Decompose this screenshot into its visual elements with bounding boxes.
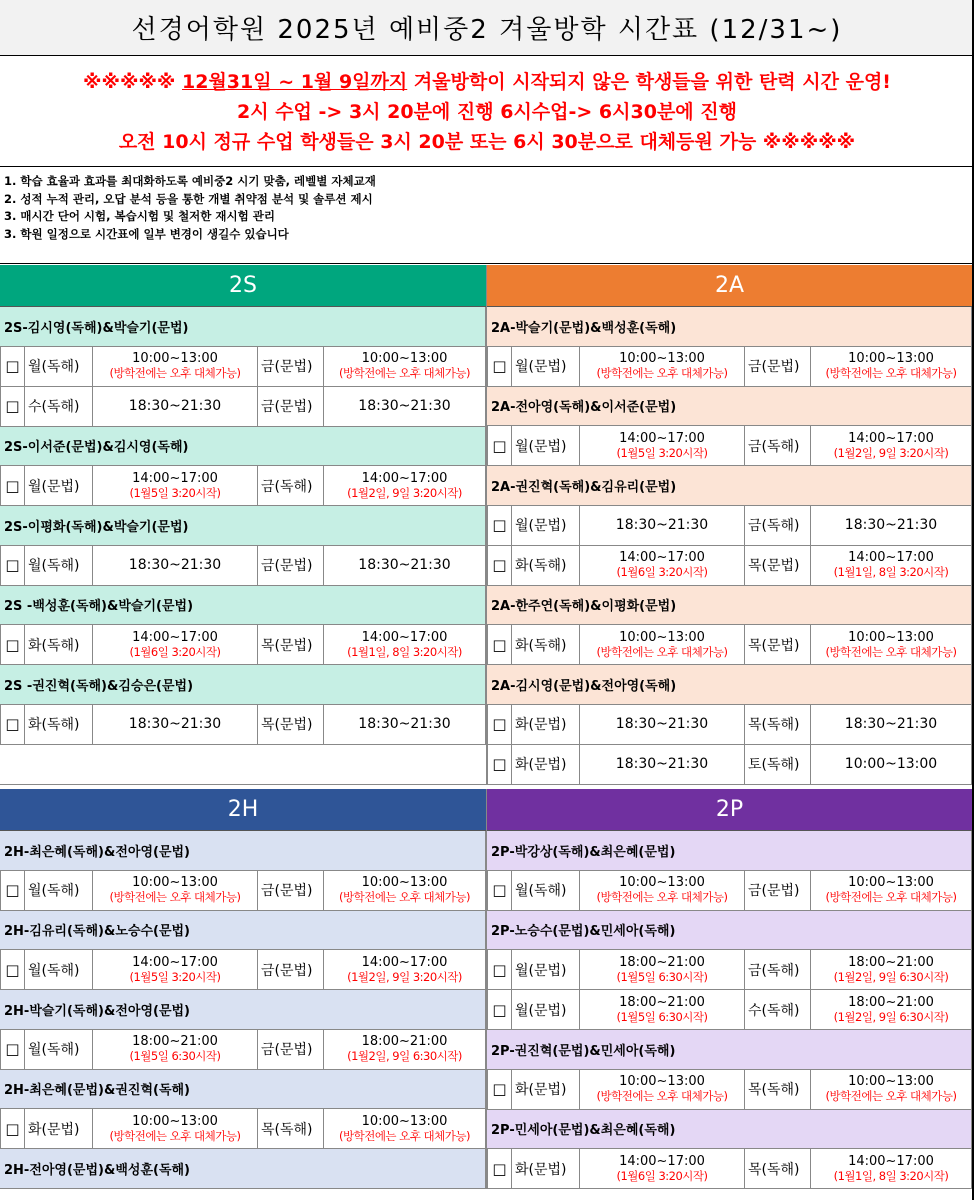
time-note: (방학전에는 오후 대체가능) bbox=[339, 1128, 470, 1143]
time-value: 10:00~13:00 bbox=[844, 755, 938, 772]
day-cell: 화(문법) bbox=[512, 1149, 580, 1188]
time-note: (방학전에는 오후 대체가능) bbox=[339, 890, 470, 904]
class-group-header: 2S-이서준(문법)&김시영(독해) bbox=[0, 427, 486, 467]
time-cell bbox=[580, 990, 745, 1029]
schedule-row bbox=[0, 625, 486, 665]
time-cell bbox=[93, 625, 258, 664]
time-cell bbox=[93, 1030, 258, 1069]
time-cell bbox=[580, 625, 745, 664]
time-note: (1월2일, 9일 3:20시작) bbox=[347, 485, 462, 500]
panel-2a bbox=[487, 265, 972, 785]
day-cell: 월(문법) bbox=[512, 950, 580, 989]
time-cell bbox=[811, 950, 971, 989]
time-value: 10:00~13:00 bbox=[361, 1113, 448, 1129]
time-note: (방학전에는 오후 대체가능) bbox=[596, 1089, 728, 1103]
time-note: (1월6일 3:20시작) bbox=[129, 644, 221, 659]
time-cell bbox=[93, 466, 258, 505]
checkbox-icon[interactable]: □ bbox=[1, 466, 25, 505]
checkbox-icon[interactable]: □ bbox=[1, 347, 25, 386]
time-cell bbox=[324, 1030, 485, 1069]
day-cell: 화(독해) bbox=[25, 705, 93, 744]
panel-header-2p: 2P bbox=[487, 789, 972, 831]
schedule-row bbox=[487, 625, 972, 665]
time-cell bbox=[811, 347, 971, 386]
time-value: 10:00~13:00 bbox=[132, 875, 218, 890]
schedule-row bbox=[487, 990, 972, 1030]
time-value: 14:00~17:00 bbox=[619, 1153, 705, 1169]
info-list bbox=[0, 168, 974, 264]
time-note: (1월1일, 8일 3:20시작) bbox=[833, 565, 949, 579]
day-cell: 화(문법) bbox=[512, 745, 580, 784]
info-item: 1. 학습 효율과 효과를 최대화하도록 예비중2 시기 맞춤, 레벨별 자체교재 bbox=[4, 174, 376, 188]
time-note: (1월5일 6:30시작) bbox=[616, 969, 708, 984]
checkbox-icon[interactable]: □ bbox=[488, 506, 512, 545]
checkbox-icon[interactable]: □ bbox=[488, 426, 512, 465]
time-cell bbox=[580, 871, 745, 910]
day-cell: 금(문법) bbox=[258, 546, 324, 585]
day-cell: 화(독해) bbox=[512, 546, 580, 585]
day-cell: 목(독해) bbox=[745, 705, 811, 744]
time-value: 14:00~17:00 bbox=[619, 550, 705, 565]
class-group-header: 2A-김시영(문법)&전아영(독해) bbox=[487, 665, 972, 705]
checkbox-icon[interactable]: □ bbox=[488, 347, 512, 386]
schedule-row bbox=[487, 506, 972, 546]
checkbox-icon[interactable]: □ bbox=[1, 1030, 25, 1069]
time-value: 18:30~21:30 bbox=[358, 556, 451, 573]
time-note: (방학전에는 오후 대체가능) bbox=[596, 890, 728, 904]
time-value: 18:30~21:30 bbox=[844, 715, 938, 732]
time-cell bbox=[811, 990, 971, 1029]
time-note: (방학전에는 오후 대체가능) bbox=[109, 366, 241, 380]
time-cell bbox=[811, 871, 971, 910]
schedule-row bbox=[487, 705, 972, 745]
schedule-row bbox=[0, 1030, 486, 1070]
time-value: 10:00~13:00 bbox=[848, 875, 934, 890]
time-cell bbox=[93, 871, 258, 910]
time-note: (1월2일, 9일 3:20시작) bbox=[347, 969, 462, 984]
checkbox-icon[interactable]: □ bbox=[488, 546, 512, 585]
schedule-row bbox=[0, 1109, 486, 1149]
checkbox-icon[interactable]: □ bbox=[488, 1070, 512, 1109]
time-cell bbox=[580, 1070, 745, 1109]
class-group-header: 2A-박슬기(문법)&백성훈(독해) bbox=[487, 307, 972, 347]
day-cell: 금(문법) bbox=[258, 871, 324, 910]
day-cell: 금(독해) bbox=[745, 950, 811, 989]
day-cell: 월(문법) bbox=[25, 466, 93, 505]
time-cell bbox=[580, 426, 745, 465]
time-cell bbox=[93, 950, 258, 989]
checkbox-icon[interactable]: □ bbox=[1, 705, 25, 744]
time-note: (방학전에는 오후 대체가능) bbox=[339, 366, 470, 380]
time-value: 14:00~17:00 bbox=[132, 629, 218, 645]
time-cell bbox=[811, 1149, 971, 1188]
checkbox-icon[interactable]: □ bbox=[1, 625, 25, 664]
time-cell bbox=[580, 506, 745, 545]
time-cell bbox=[93, 705, 258, 744]
notice-line-1-suffix: 겨울방학이 시작되지 않은 학생들을 위한 탄력 시간 운영! bbox=[407, 70, 891, 93]
time-value: 10:00~13:00 bbox=[619, 875, 705, 890]
time-value: 18:00~21:00 bbox=[848, 994, 934, 1010]
schedule-row bbox=[0, 546, 486, 586]
schedule-row bbox=[487, 871, 972, 911]
time-note: (방학전에는 오후 대체가능) bbox=[825, 1089, 957, 1103]
class-group-header: 2P-박강상(독해)&최은혜(문법) bbox=[487, 831, 972, 871]
time-value: 10:00~13:00 bbox=[132, 351, 218, 366]
checkbox-icon[interactable]: □ bbox=[1, 871, 25, 910]
time-cell bbox=[811, 506, 971, 545]
day-cell: 수(독해) bbox=[25, 387, 93, 426]
day-cell: 금(독해) bbox=[258, 466, 324, 505]
time-value: 18:30~21:30 bbox=[358, 715, 451, 732]
day-cell: 월(독해) bbox=[25, 950, 93, 989]
day-cell: 화(문법) bbox=[25, 1109, 93, 1148]
time-note: (1월5일 6:30시작) bbox=[616, 1009, 708, 1024]
time-note: (1월5일 6:30시작) bbox=[129, 1049, 221, 1063]
time-cell bbox=[580, 950, 745, 989]
time-note: (1월5일 3:20시작) bbox=[129, 485, 221, 500]
time-value: 14:00~17:00 bbox=[848, 1153, 934, 1169]
time-cell bbox=[811, 625, 971, 664]
checkbox-icon[interactable]: □ bbox=[488, 990, 512, 1029]
checkbox-icon[interactable]: □ bbox=[488, 745, 512, 784]
schedule-row bbox=[0, 466, 486, 506]
time-value: 18:30~21:30 bbox=[358, 397, 451, 414]
time-cell bbox=[580, 745, 745, 784]
class-group-header: 2H-최은혜(독해)&전아영(문법) bbox=[0, 831, 486, 871]
checkbox-icon[interactable]: □ bbox=[488, 950, 512, 989]
checkbox-icon[interactable]: □ bbox=[488, 871, 512, 910]
time-cell bbox=[324, 871, 485, 910]
class-group-header: 2S-김시영(독해)&박슬기(문법) bbox=[0, 307, 486, 347]
page-title: 선경어학원 2025년 예비중2 겨울방학 시간표 (12/31~) bbox=[0, 0, 974, 56]
time-value: 18:30~21:30 bbox=[128, 397, 222, 414]
schedule-row bbox=[487, 950, 972, 990]
notice-banner bbox=[0, 57, 974, 167]
day-cell: 월(독해) bbox=[512, 871, 580, 910]
time-cell bbox=[580, 546, 745, 585]
time-value: 18:00~21:00 bbox=[361, 1034, 448, 1049]
time-note: (1월6일 3:20시작) bbox=[616, 565, 708, 579]
class-group-header: 2P-노승수(문법)&민세아(독해) bbox=[487, 911, 972, 951]
time-value: 18:30~21:30 bbox=[615, 516, 709, 533]
empty-row bbox=[0, 745, 486, 785]
time-note: (1월5일 3:20시작) bbox=[616, 445, 708, 460]
time-value: 18:30~21:30 bbox=[128, 715, 222, 732]
notice-line-3: 오전 10시 정규 수업 학생들은 3시 20분 또는 6시 30분으로 대체등원 가능 ※※※※※ bbox=[118, 130, 856, 153]
time-cell bbox=[580, 705, 745, 744]
day-cell: 월(독해) bbox=[25, 1030, 93, 1069]
notice-line-1-dates: 12월31일 ~ 1월 9일까지 bbox=[182, 70, 408, 93]
day-cell: 금(독해) bbox=[745, 506, 811, 545]
time-value: 14:00~17:00 bbox=[132, 954, 218, 970]
time-cell bbox=[93, 546, 258, 585]
day-cell: 월(문법) bbox=[512, 990, 580, 1029]
day-cell: 월(문법) bbox=[512, 426, 580, 465]
time-note: (1월2일, 9일 6:30시작) bbox=[833, 1009, 949, 1024]
day-cell: 금(문법) bbox=[745, 347, 811, 386]
day-cell: 월(독해) bbox=[25, 546, 93, 585]
time-value: 10:00~13:00 bbox=[132, 1113, 218, 1129]
panel-2h bbox=[0, 789, 487, 1189]
day-cell: 월(독해) bbox=[25, 347, 93, 386]
class-group-header: 2H-김유리(독해)&노승수(문법) bbox=[0, 911, 486, 951]
class-group-header: 2S -권진혁(독해)&김승은(문법) bbox=[0, 665, 486, 705]
time-cell bbox=[324, 387, 485, 426]
time-cell bbox=[811, 705, 971, 744]
time-note: (1월2일, 9일 3:20시작) bbox=[833, 445, 949, 460]
panel-header-2s: 2S bbox=[0, 265, 486, 307]
schedule-row bbox=[0, 705, 486, 745]
time-note: (1월2일, 9일 6:30시작) bbox=[347, 1049, 462, 1063]
time-cell bbox=[324, 546, 485, 585]
info-item: 2. 성적 누적 관리, 오답 분석 등을 통한 개별 취약점 분석 및 솔루션 제시 bbox=[4, 191, 373, 206]
time-value: 18:00~21:00 bbox=[132, 1034, 218, 1049]
time-cell bbox=[324, 466, 485, 505]
time-value: 14:00~17:00 bbox=[361, 954, 448, 970]
time-value: 18:00~21:00 bbox=[619, 994, 705, 1010]
time-cell bbox=[811, 1070, 971, 1109]
day-cell: 목(독해) bbox=[258, 1109, 324, 1148]
day-cell: 화(문법) bbox=[512, 705, 580, 744]
schedule-row bbox=[487, 1070, 972, 1110]
time-value: 10:00~13:00 bbox=[361, 351, 448, 366]
day-cell: 목(독해) bbox=[745, 1149, 811, 1188]
schedule-row bbox=[0, 871, 486, 911]
panel-header-2h: 2H bbox=[0, 789, 486, 831]
day-cell: 금(문법) bbox=[258, 347, 324, 386]
time-note: (1월2일, 9일 6:30시작) bbox=[833, 969, 949, 984]
time-note: (방학전에는 오후 대체가능) bbox=[109, 890, 241, 904]
day-cell: 목(문법) bbox=[745, 625, 811, 664]
time-value: 14:00~17:00 bbox=[361, 629, 448, 645]
schedule-row bbox=[0, 387, 486, 427]
time-value: 14:00~17:00 bbox=[619, 430, 705, 446]
time-cell bbox=[93, 1109, 258, 1148]
time-value: 10:00~13:00 bbox=[619, 351, 705, 366]
schedule-row bbox=[487, 745, 972, 785]
checkbox-icon[interactable]: □ bbox=[1, 546, 25, 585]
time-value: 18:30~21:30 bbox=[615, 715, 709, 732]
time-cell bbox=[324, 1109, 485, 1148]
time-cell bbox=[324, 705, 485, 744]
panel-2s bbox=[0, 265, 487, 785]
time-cell bbox=[811, 745, 971, 784]
time-value: 18:30~21:30 bbox=[615, 755, 709, 772]
time-cell bbox=[93, 347, 258, 386]
day-cell: 토(독해) bbox=[745, 745, 811, 784]
day-cell: 금(문법) bbox=[258, 950, 324, 989]
class-group-header: 2A-전아영(독해)&이서준(문법) bbox=[487, 387, 972, 427]
time-value: 14:00~17:00 bbox=[361, 470, 448, 486]
time-note: (방학전에는 오후 대체가능) bbox=[596, 366, 728, 380]
time-value: 18:00~21:00 bbox=[848, 954, 934, 970]
schedule-row bbox=[487, 546, 972, 586]
schedule-row bbox=[487, 347, 972, 387]
day-cell: 목(문법) bbox=[258, 705, 324, 744]
class-group-header: 2H-전아영(문법)&백성훈(독해) bbox=[0, 1149, 486, 1189]
day-cell: 화(독해) bbox=[25, 625, 93, 664]
checkbox-icon[interactable]: □ bbox=[488, 625, 512, 664]
time-value: 10:00~13:00 bbox=[619, 629, 705, 645]
day-cell: 금(독해) bbox=[745, 426, 811, 465]
day-cell: 월(독해) bbox=[25, 871, 93, 910]
info-item: 3. 학원 일정으로 시간표에 일부 변경이 생길수 있습니다 bbox=[4, 226, 289, 241]
time-note: (방학전에는 오후 대체가능) bbox=[825, 644, 957, 659]
day-cell: 금(문법) bbox=[258, 387, 324, 426]
class-group-header: 2P-권진혁(문법)&민세아(독해) bbox=[487, 1030, 972, 1070]
time-value: 10:00~13:00 bbox=[848, 629, 934, 645]
time-cell bbox=[811, 546, 971, 585]
day-cell: 화(문법) bbox=[512, 1070, 580, 1109]
schedule-row bbox=[487, 1149, 972, 1189]
class-group-header: 2S -백성훈(독해)&박슬기(문법) bbox=[0, 586, 486, 626]
time-value: 14:00~17:00 bbox=[132, 470, 218, 486]
checkbox-icon[interactable]: □ bbox=[1, 1109, 25, 1148]
schedule-row bbox=[0, 950, 486, 990]
time-cell bbox=[324, 625, 485, 664]
time-value: 14:00~17:00 bbox=[848, 550, 934, 565]
panel-2p bbox=[487, 789, 972, 1189]
checkbox-icon[interactable]: □ bbox=[1, 387, 25, 426]
day-cell: 화(독해) bbox=[512, 625, 580, 664]
checkbox-icon[interactable]: □ bbox=[488, 705, 512, 744]
info-item: 3. 매시간 단어 시험, 복습시험 및 철저한 재시험 관리 bbox=[4, 209, 275, 223]
schedule-row bbox=[0, 347, 486, 387]
time-note: (방학전에는 오후 대체가능) bbox=[109, 1128, 241, 1143]
day-cell: 월(문법) bbox=[512, 506, 580, 545]
notice-line-1 bbox=[0, 67, 974, 97]
time-cell bbox=[324, 950, 485, 989]
time-value: 18:00~21:00 bbox=[619, 954, 705, 970]
panel-header-2a: 2A bbox=[487, 265, 972, 307]
time-note: (1월6일 3:20시작) bbox=[616, 1168, 708, 1183]
class-group-header: 2A-한주연(독해)&이평화(문법) bbox=[487, 586, 972, 626]
time-cell bbox=[580, 1149, 745, 1188]
day-cell: 월(문법) bbox=[512, 347, 580, 386]
time-value: 10:00~13:00 bbox=[361, 875, 448, 890]
notice-line-1-prefix: ※※※※※ bbox=[83, 70, 183, 93]
class-group-header: 2H-최은혜(문법)&권진혁(독해) bbox=[0, 1070, 486, 1110]
time-value: 10:00~13:00 bbox=[848, 351, 934, 366]
day-cell: 목(독해) bbox=[745, 1070, 811, 1109]
time-cell bbox=[811, 426, 971, 465]
time-cell bbox=[324, 347, 485, 386]
class-group-header: 2S-이평화(독해)&박슬기(문법) bbox=[0, 506, 486, 546]
class-group-header: 2H-박슬기(독해)&전아영(문법) bbox=[0, 990, 486, 1030]
time-note: (방학전에는 오후 대체가능) bbox=[596, 644, 728, 659]
class-group-header: 2P-민세아(문법)&최은혜(독해) bbox=[487, 1110, 972, 1150]
day-cell: 목(문법) bbox=[745, 546, 811, 585]
day-cell: 수(독해) bbox=[745, 990, 811, 1029]
time-note: (1월1일, 8일 3:20시작) bbox=[347, 644, 462, 659]
time-note: (방학전에는 오후 대체가능) bbox=[825, 890, 957, 904]
notice-line-2: 2시 수업 -> 3시 20분에 진행 6시수업-> 6시30분에 진행 bbox=[237, 100, 737, 123]
time-cell bbox=[93, 387, 258, 426]
time-note: (방학전에는 오후 대체가능) bbox=[825, 366, 957, 380]
day-cell: 목(문법) bbox=[258, 625, 324, 664]
day-cell: 금(문법) bbox=[258, 1030, 324, 1069]
time-value: 18:30~21:30 bbox=[844, 516, 938, 533]
day-cell: 금(문법) bbox=[745, 871, 811, 910]
schedule-row bbox=[487, 426, 972, 466]
time-note: (1월5일 3:20시작) bbox=[129, 969, 221, 984]
checkbox-icon[interactable]: □ bbox=[1, 950, 25, 989]
time-note: (1월1일, 8일 3:20시작) bbox=[833, 1168, 949, 1183]
time-value: 10:00~13:00 bbox=[619, 1074, 705, 1089]
class-group-header: 2A-권진혁(독해)&김유리(문법) bbox=[487, 466, 972, 506]
time-value: 18:30~21:30 bbox=[128, 556, 222, 573]
checkbox-icon[interactable]: □ bbox=[488, 1149, 512, 1188]
time-value: 10:00~13:00 bbox=[848, 1074, 934, 1089]
time-cell bbox=[580, 347, 745, 386]
time-value: 14:00~17:00 bbox=[848, 430, 934, 446]
